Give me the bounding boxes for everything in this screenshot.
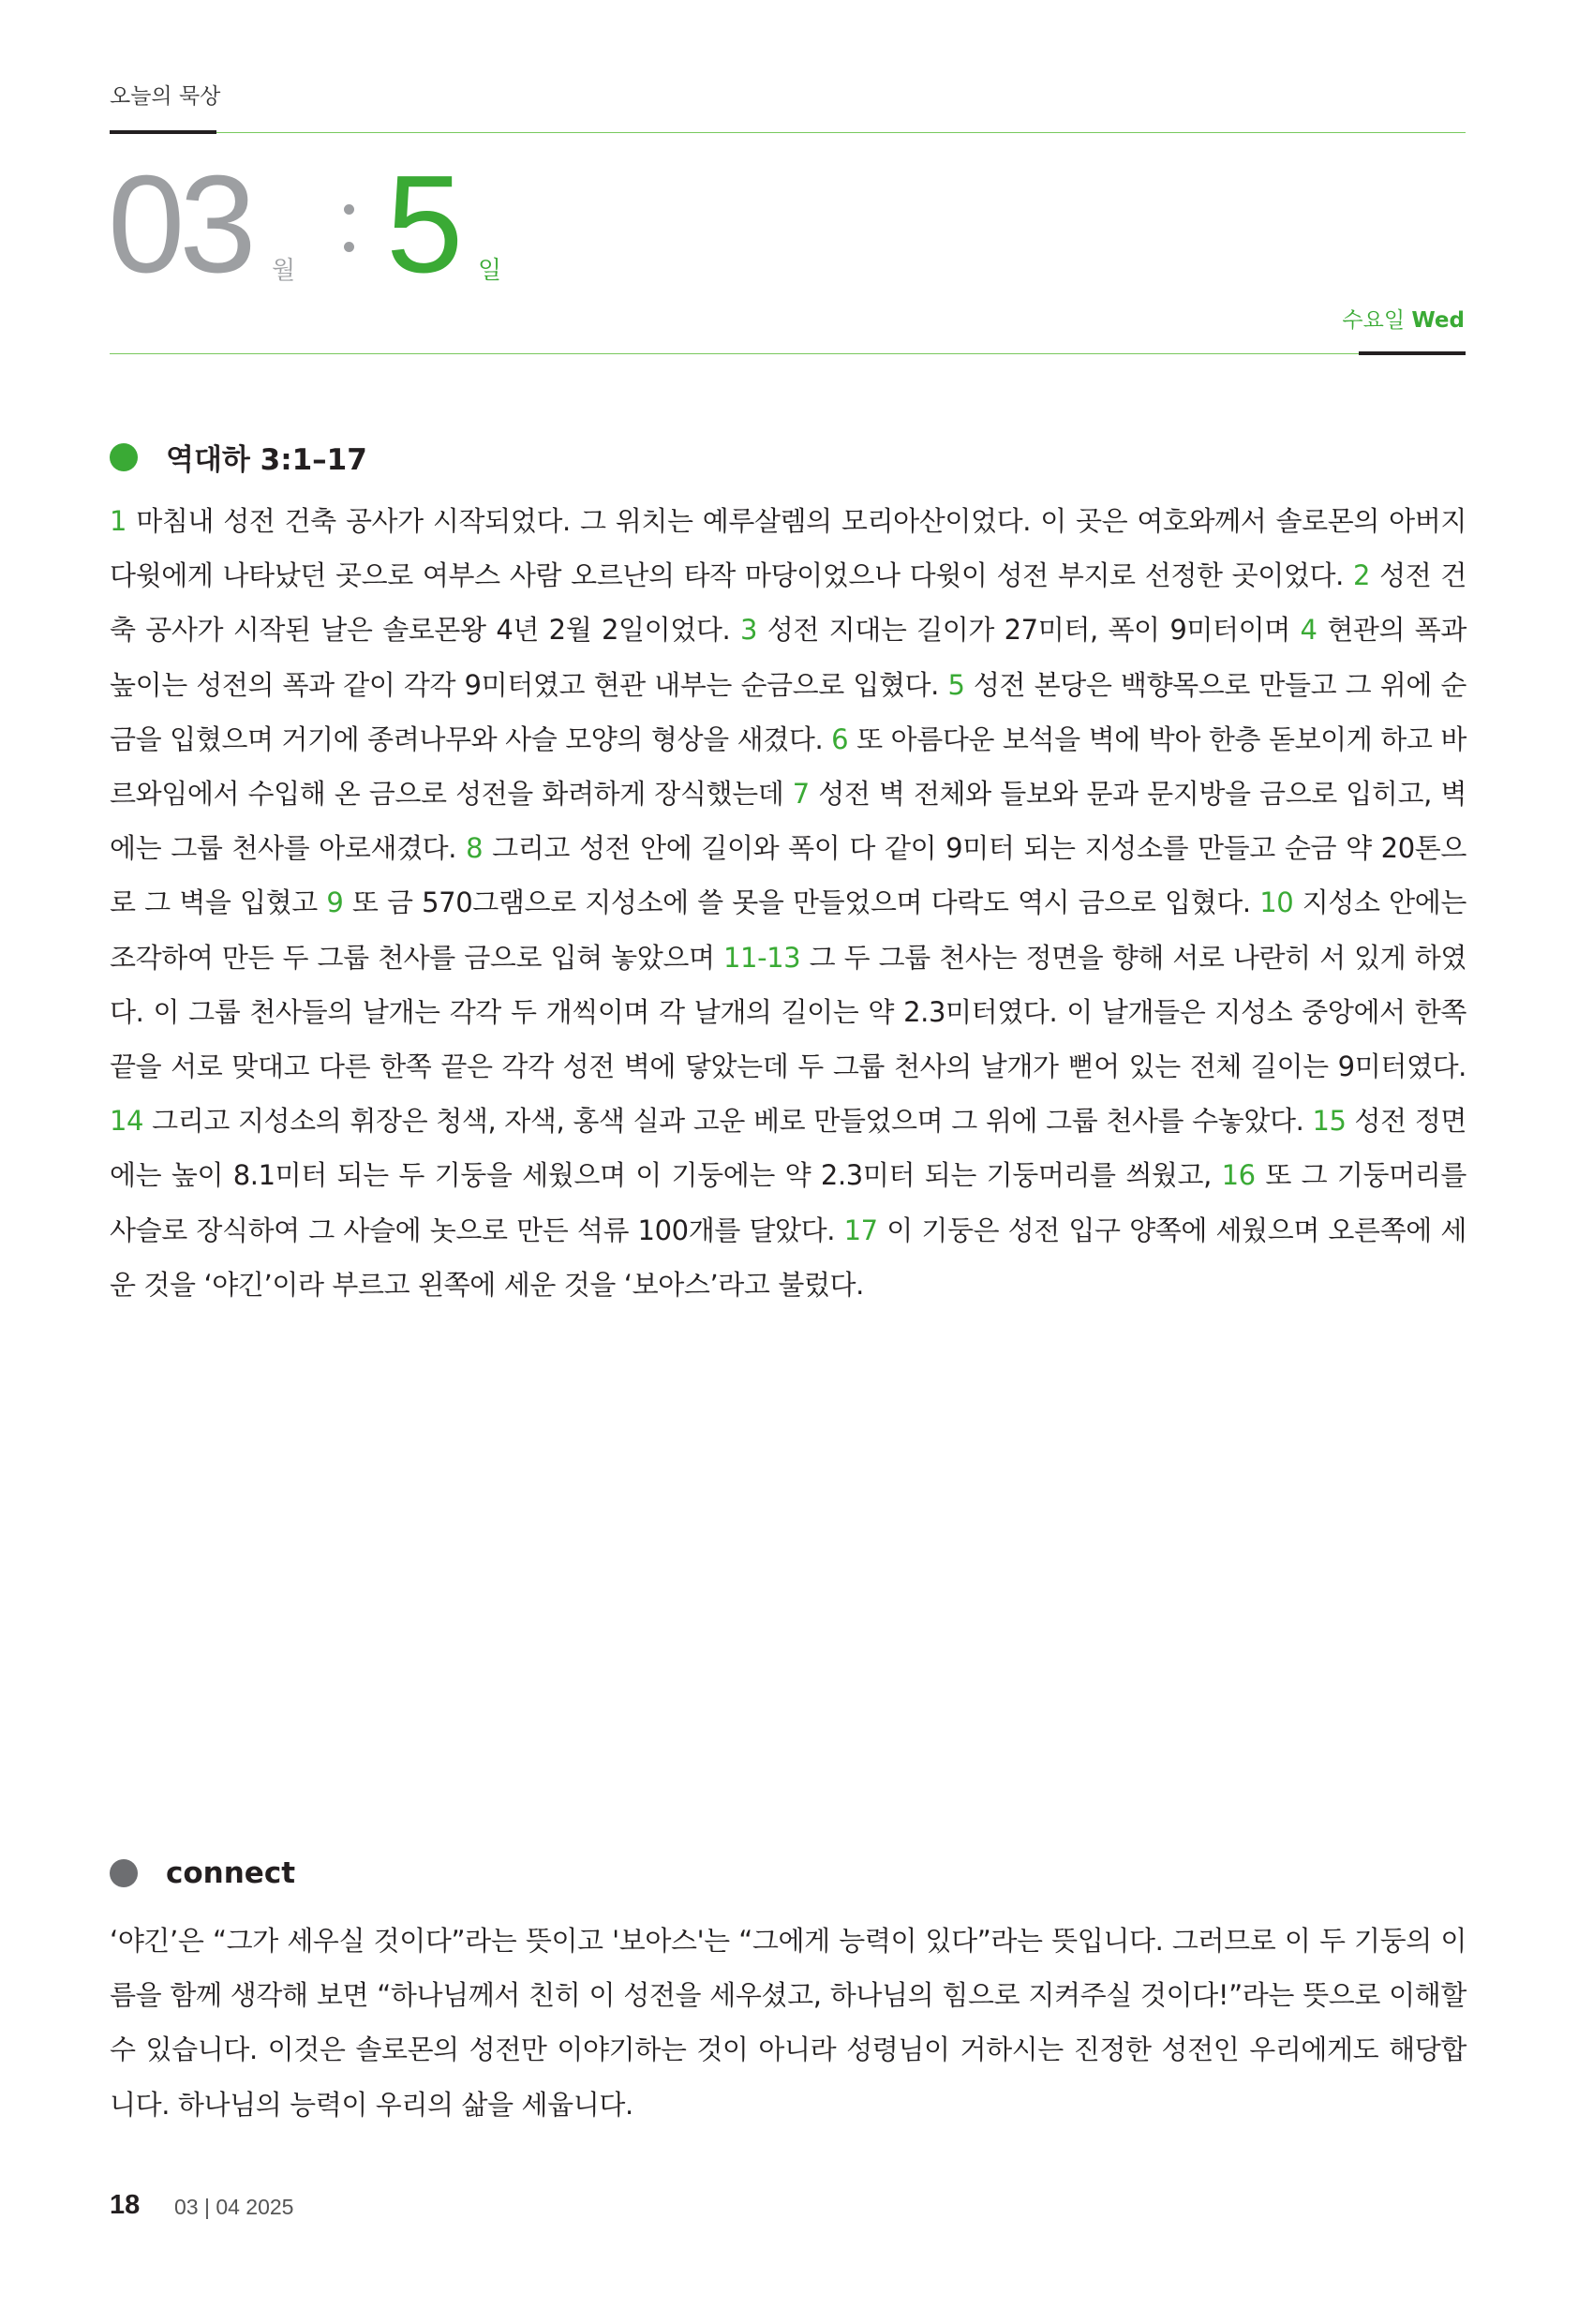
verse-number: 17	[843, 1214, 878, 1246]
weekday-english: Wed	[1411, 308, 1465, 333]
header-rule-accent	[110, 130, 216, 134]
verse-text: 그 두 그룹 천사는 정면을 향해 서로 나란히 서 있게 하였다. 이 그룹 천사들의 날개는 각각 두 개씩이며 각 날개의 길이는 약 2.3미터였다. 이 날개들은 지성소 중앙에서 한쪽 끝을 서로 맞대고 다른 한쪽 끝은 각각 성전 벽에 닿았는데 두 그룹 천사의 날개가 뻗어 있는 전체 길이는 9미터였다.	[110, 941, 1466, 1083]
verse-text: 성전 건축 공사가 시작된 날은 솔로몬왕 4년 2월 2일이었다.	[110, 559, 1466, 647]
verse-text: 성전 본당은 백향목으로 만들고 그 위에 순금을 입혔으며 거기에 종려나무와 사슬 모양의 형상을 새겼다.	[110, 668, 1466, 755]
verse-text: 지성소 안에는 조각하여 만든 두 그룹 천사를 금으로 입혀 놓았으며	[110, 886, 1466, 974]
verse-text: 현관의 폭과 높이는 성전의 폭과 같이 각각 9미터였고 현관 내부는 순금으로 입혔다.	[110, 614, 1466, 701]
verse-text: 또 금 570그램으로 지성소에 쓸 못을 만들었으며 다락도 역시 금으로 입혔다.	[343, 886, 1260, 919]
verse-number: 8	[466, 832, 484, 865]
verse-number: 2	[1352, 559, 1371, 592]
verse-text: 그리고 지성소의 휘장은 청색, 자색, 홍색 실과 고운 베로 만들었으며 그 위에 그룹 천사를 수놓았다.	[143, 1105, 1313, 1138]
verse-text: 마침내 성전 건축 공사가 시작되었다. 그 위치는 예루살렘의 모리아산이었다. 이 곳은 여호와께서 솔로몬의 아버지 다윗에게 나타났던 곳으로 여부스 사람 오르난의 타작 마당이었으나 다윗이 성전 부지로 선정한 곳이었다.	[110, 505, 1466, 592]
passage-heading	[110, 436, 367, 478]
connect-title: connect	[166, 1856, 296, 1890]
verse-text: 성전 지대는 길이가 27미터, 폭이 9미터이며	[757, 614, 1301, 647]
verse-number: 7	[792, 778, 810, 811]
verse-number: 16	[1221, 1159, 1256, 1192]
day-number: 5	[386, 147, 464, 302]
verse-number: 3	[739, 614, 758, 647]
issue-date: 03 | 04 2025	[174, 2195, 294, 2219]
verse-number: 5	[947, 668, 965, 701]
verse-text: 그리고 성전 안에 길이와 폭이 다 같이 9미터 되는 지성소를 만들고 순금 약 20톤으로 그 벽을 입혔고	[110, 832, 1466, 919]
verse-number: 6	[831, 723, 849, 755]
verse-number: 10	[1259, 886, 1294, 919]
date-rule-accent	[1359, 351, 1466, 355]
date-separator-dot-top	[344, 204, 354, 215]
date-separator-dot-bottom	[344, 242, 354, 252]
connect-body: ‘야긴’은 “그가 세우실 것이다”라는 뜻이고 '보아스'는 “그에게 능력이 있다”라는 뜻입니다. 그러므로 이 두 기둥의 이름을 함께 생각해 보면 “하나님께서 친히 이 성전을 세우셨고, 하나님의 힘으로 지켜주실 것이다!”라는 뜻으로 이해할 수 있습니다. 이것은 솔로몬의 성전만 이야기하는 것이 아니라 성령님이 거하시는 진정한 성전인 우리에게도 해당합니다. 하나님의 능력이 우리의 삶을 세웁니다.	[110, 1925, 1466, 2121]
bullet-icon	[110, 443, 138, 471]
verse-text: 또 아름다운 보석을 벽에 박아 한층 돋보이게 하고 바르와임에서 수입해 온 금으로 성전을 화려하게 장식했는데	[110, 723, 1466, 811]
verse-text: 성전 벽 전체와 들보와 문과 문지방을 금으로 입히고, 벽에는 그룹 천사를 아로새겼다.	[110, 778, 1466, 865]
verse-number: 14	[110, 1105, 144, 1138]
weekday-korean: 수요일	[1342, 308, 1406, 333]
connect-heading	[110, 1856, 295, 1890]
weekday	[1342, 303, 1465, 334]
month-unit: 월	[272, 257, 296, 285]
bullet-icon	[110, 1859, 138, 1887]
passage-reference: 역대하 3:1–17	[166, 443, 367, 477]
verse-number: 4	[1300, 614, 1317, 647]
verse-number: 15	[1312, 1105, 1347, 1138]
passage-body	[110, 494, 1466, 1312]
section-label: 오늘의 묵상	[110, 84, 221, 109]
month-number: 03	[108, 147, 251, 302]
verse-number: 1	[110, 505, 127, 537]
verse-text: 성전 정면에는 높이 8.1미터 되는 두 기둥을 세웠으며 이 기둥에는 약 2.3미터 되는 기둥머리를 씌웠고,	[110, 1105, 1466, 1192]
verse-text: 이 기둥은 성전 입구 양쪽에 세웠으며 오른쪽에 세운 것을 ‘야긴’이라 부르고 왼쪽에 세운 것을 ‘보아스’라고 불렀다.	[110, 1214, 1467, 1301]
date-rule	[110, 353, 1359, 354]
day-unit: 일	[478, 257, 502, 285]
verse-number: 11-13	[722, 941, 801, 974]
page-number: 18	[110, 2190, 141, 2220]
header-rule	[216, 132, 1466, 133]
verse-text: 또 그 기둥머리를 사슬로 장식하여 그 사슬에 놋으로 만든 석류 100개를 달았다.	[110, 1159, 1466, 1246]
verse-number: 9	[326, 886, 344, 919]
